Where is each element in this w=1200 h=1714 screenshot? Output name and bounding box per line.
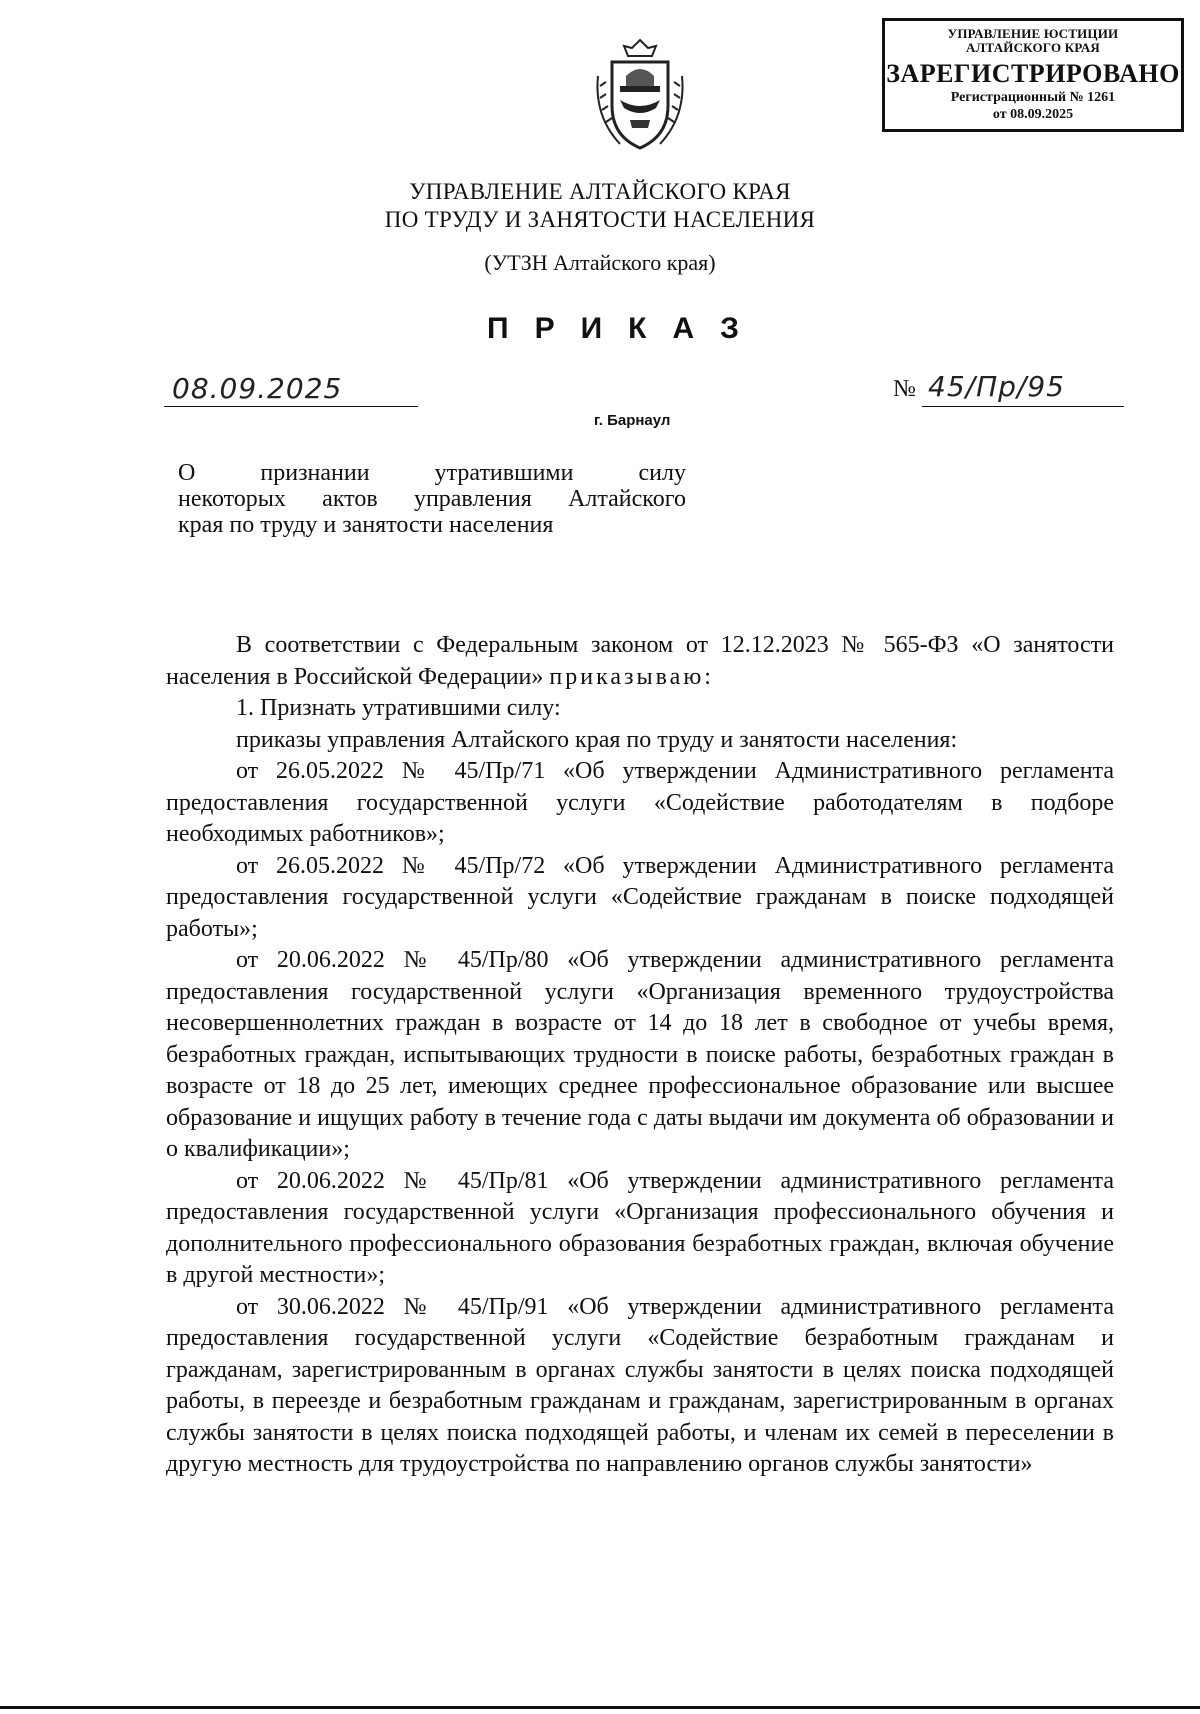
handwritten-date: 08.09.2025 xyxy=(172,372,343,405)
intro-text: В соответствии с Федеральным законом от 12.12.2023 № 565-ФЗ «О занятости населения в Российской Федерации» xyxy=(166,632,1114,690)
stamp-reg-number: Регистрационный № 1261 xyxy=(950,90,1116,105)
stamp-org-line1: УПРАВЛЕНИЕ ЮСТИЦИИ xyxy=(947,26,1119,41)
agency-name xyxy=(0,178,1200,234)
date-underline xyxy=(164,406,418,407)
city: г. Барнаул xyxy=(594,412,671,429)
agency-line1: УПРАВЛЕНИЕ АЛТАЙСКОГО КРАЯ xyxy=(409,179,791,204)
registration-stamp xyxy=(882,18,1184,132)
document-type: ПРИКАЗ xyxy=(487,312,765,345)
number-label: № xyxy=(893,376,916,402)
stamp-reg-date: от 08.09.2025 xyxy=(992,107,1074,122)
orders-intro: приказы управления Алтайского края по труду и занятости населения: xyxy=(236,726,958,753)
subject-line2: некоторых актов управления Алтайского xyxy=(178,486,686,512)
repealed-order-4: от 20.06.2022 № 45/Пр/81 «Об утверждении административного регламента предоставления государственной услуги «Организация профессионального обучения и дополнительного профессионального образования безработных граждан, включая обучение в другой местности»; xyxy=(166,1167,1114,1288)
repealed-order-2: от 26.05.2022 № 45/Пр/72 «Об утверждении Административного регламента предоставления государственной услуги «Содействие гражданам в поиске подходящей работы»; xyxy=(166,852,1114,942)
agency-line2: ПО ТРУДУ И ЗАНЯТОСТИ НАСЕЛЕНИЯ xyxy=(384,207,816,232)
handwritten-number: 45/Пр/95 xyxy=(928,370,1065,403)
repealed-order-5: от 30.06.2022 № 45/Пр/91 «Об утверждении административного регламента предоставления государственной услуги «Содействие безработным гражданам и гражданам, зарегистрированным в органах службы занятости в целях поиска подходящей работы, в переезде и безработным гражданам и гражданам, зарегистрированным в органах службы занятости в целях поиска подходящей работы, и членам их семей в переселении в другую местность для трудоустройства по направлению органов службы занятости» xyxy=(166,1293,1114,1477)
subject-line3: края по труду и занятости населения xyxy=(178,512,554,538)
repealed-order-1: от 26.05.2022 № 45/Пр/71 «Об утверждении Административного регламента предоставления государственной услуги «Содействие работодателям в подборе необходимых работников»; xyxy=(166,758,1114,847)
order-subject xyxy=(178,460,686,538)
order-body xyxy=(166,630,1114,1481)
page-bottom-edge xyxy=(0,1706,1200,1709)
order-word: приказываю: xyxy=(549,663,714,690)
agency-abbreviation: (УТЗН Алтайского края) xyxy=(484,250,716,275)
repealed-order-3: от 20.06.2022 № 45/Пр/80 «Об утверждении административного регламента предоставления государственной услуги «Организация временного трудоустройства несовершеннолетних граждан в возрасте от 14 до 18 лет в свободное от учебы время, безработных граждан, испытывающих трудности в поиске работы, безработных граждан в возрасте от 18 до 25 лет, имеющих среднее профессиональное образование или высшее образование и ищущих работу в течение года с даты выдачи им документа об образовании и о квалификации»; xyxy=(166,947,1114,1162)
number-underline xyxy=(922,406,1124,407)
subject-line1: О признании утратившими силу xyxy=(178,460,686,486)
stamp-org-line2: АЛТАЙСКОГО КРАЯ xyxy=(966,40,1100,55)
stamp-status: ЗАРЕГИСТРИРОВАНО xyxy=(886,59,1180,88)
coat-of-arms-icon xyxy=(590,36,690,152)
body-intro xyxy=(166,630,1114,693)
item-1: 1. Признать утратившими силу: xyxy=(236,695,561,721)
